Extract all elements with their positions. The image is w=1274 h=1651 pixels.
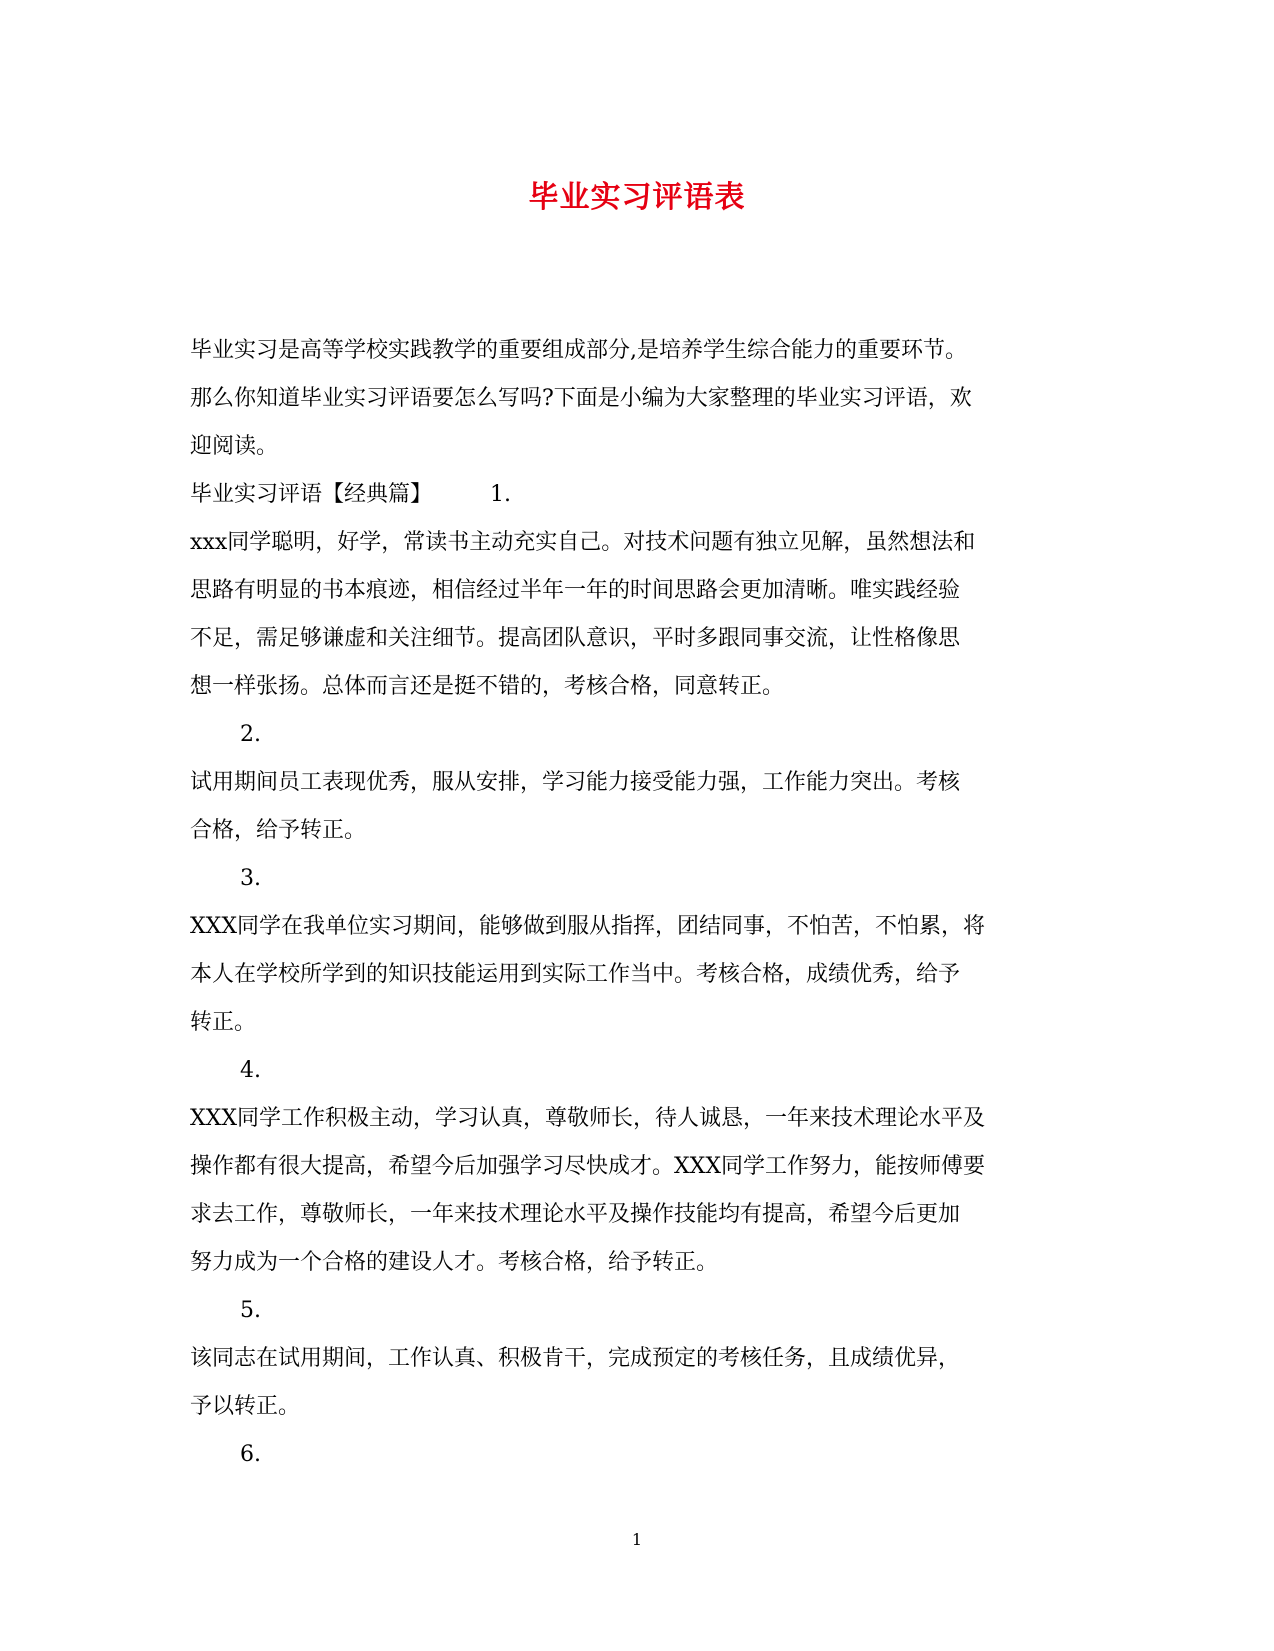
section-heading: 毕业实习评语【经典篇】: [190, 482, 433, 507]
item-line: XXX同学工作积极主动，学习认真，尊敬师长，待人诚恳，一年来技术理论水平及: [190, 1106, 985, 1131]
document-title: 毕业实习评语表: [528, 180, 746, 215]
item-line: 努力成为一个合格的建设人才。考核合格，给予转正。: [190, 1250, 719, 1275]
item-line: 转正。: [190, 1010, 257, 1035]
intro-line: 迎阅读。: [190, 434, 279, 459]
document-body: [190, 327, 1080, 1479]
item-number: 1.: [490, 482, 512, 507]
item-line: 不足，需足够谦虚和关注细节。提高团队意识，平时多跟同事交流，让性格像思: [190, 626, 961, 651]
intro-line: 那么你知道毕业实习评语要怎么写吗?下面是小编为大家整理的毕业实习评语，欢: [190, 386, 972, 411]
section-heading-line: [190, 471, 1080, 519]
item-line: 本人在学校所学到的知识技能运用到实际工作当中。考核合格，成绩优秀，给予: [190, 962, 961, 987]
item-line: xxx同学聪明，好学，常读书主动充实自己。对技术问题有独立见解，虽然想法和: [190, 530, 976, 555]
item-number: 6.: [240, 1442, 261, 1467]
item-line: 该同志在试用期间，工作认真、积极肯干，完成预定的考核任务，且成绩优异，: [190, 1346, 961, 1371]
item-line: 思路有明显的书本痕迹，相信经过半年一年的时间思路会更加清晰。唯实践经验: [190, 578, 961, 603]
item-line: 求去工作，尊敬师长，一年来技术理论水平及操作技能均有提高，希望今后更加: [190, 1202, 961, 1227]
item-number: 4.: [240, 1058, 261, 1083]
item-number: 3.: [240, 866, 261, 891]
page-number: 1: [631, 1530, 643, 1549]
item-number: 5.: [240, 1298, 261, 1323]
item-number: 2.: [240, 722, 261, 747]
item-line: XXX同学在我单位实习期间，能够做到服从指挥，团结同事，不怕苦，不怕累，将: [190, 914, 985, 939]
item-line: 合格，给予转正。: [190, 818, 367, 843]
item-line: 想一样张扬。总体而言还是挺不错的，考核合格，同意转正。: [190, 674, 785, 699]
item-line: 操作都有很大提高，希望今后加强学习尽快成才。XXX同学工作努力，能按师傅要: [190, 1154, 985, 1179]
intro-line: 毕业实习是高等学校实践教学的重要组成部分,是培养学生综合能力的重要环节。: [190, 338, 967, 363]
item-line: 予以转正。: [190, 1394, 301, 1419]
item-line: 试用期间员工表现优秀，服从安排，学习能力接受能力强，工作能力突出。考核: [190, 770, 961, 795]
